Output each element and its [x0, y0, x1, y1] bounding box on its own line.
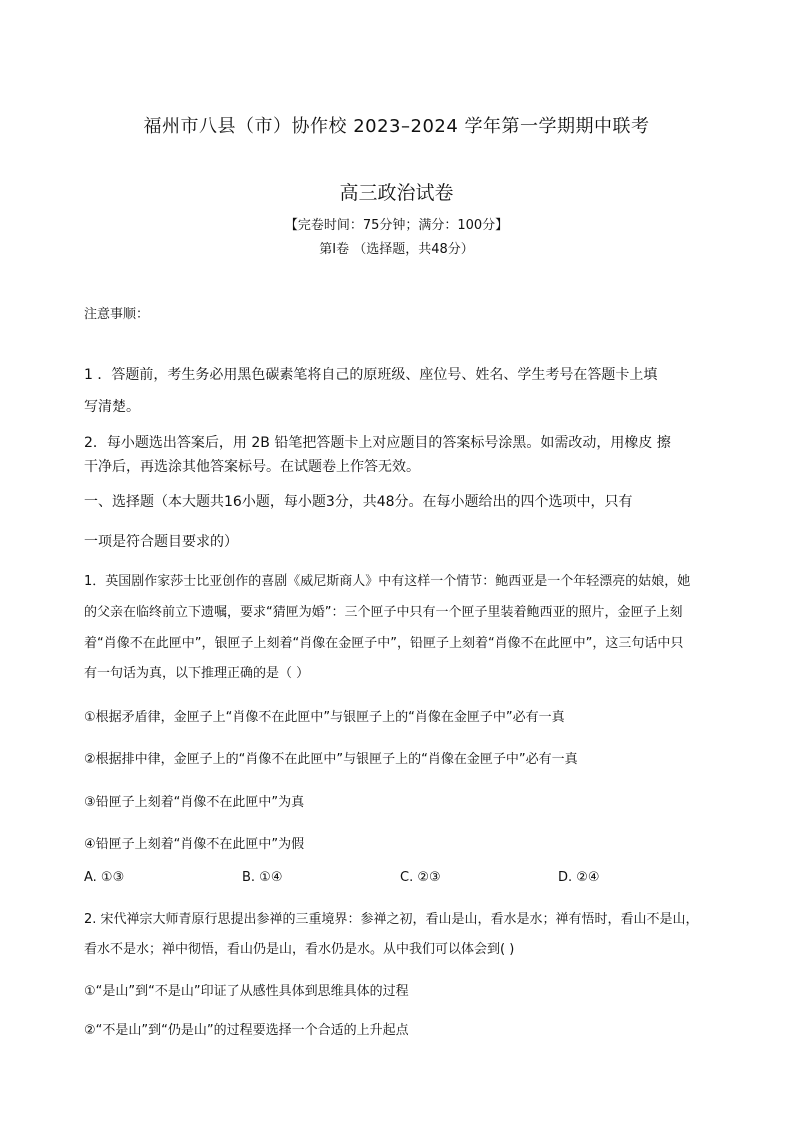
exam-volume-info: 第Ⅰ卷 （选择题，共48分）: [319, 242, 474, 257]
q1-statement-2: ②根据排中律，金匣子上的“肖像不在此匣中”与银匣子上的“肖像在金匣子中”必有一真: [84, 752, 578, 767]
notice-item2-line2: 干净后，再选涂其他答案标号。在试题卷上作答无效。: [84, 459, 420, 475]
q1-stem-line4: 有一句话为真，以下推理正确的是（ ）: [84, 666, 310, 681]
section-heading-line2: 一项是符合题目要求的）: [84, 534, 238, 550]
section-heading-line1: 一、选择题（本大题共16小题，每小题3分，共48分。在每小题给出的四个选项中，只有: [84, 494, 633, 510]
q1-choice-d: D. ②④: [558, 870, 600, 885]
q1-statement-1: ①根据矛盾律，金匣子上“肖像不在此匣中”与银匣子上的“肖像在金匣子中”必有一真: [84, 710, 565, 725]
q1-statement-3: ③铅匣子上刻着“肖像不在此匣中”为真: [84, 795, 305, 810]
q1-choice-b: B. ①④: [242, 870, 283, 885]
q1-choice-c: C. ②③: [400, 870, 441, 885]
q2-statement-1: ①“是山”到“不是山”印证了从感性具体到思维具体的过程: [84, 984, 409, 999]
q1-choices: [84, 870, 724, 890]
q1-stem-line2: 的父亲在临终前立下遗嘱，要求“猜匣为婚”：三个匣子中只有一个匣子里装着鲍西亚的照片，金匣子上刻: [84, 605, 683, 620]
notice-item1-line1: 1 ．答题前，考生务必用黑色碳素笔将自己的原班级、座位号、姓名、学生考号在答题卡上填: [84, 367, 658, 383]
q2-stem-line2: 看水不是水；禅中彻悟，看山仍是山，看水仍是水。从中我们可以体会到( ): [84, 942, 515, 957]
notice-item1-line2: 写清楚。: [84, 399, 140, 415]
q1-stem-line3: 着“肖像不在此匣中”，银匣子上刻着“肖像在金匣子中”，铅匣子上刻着“肖像不在此匣中”，这三句话中只: [84, 636, 684, 651]
notice-item2-line1: 2．每小题选出答案后，用 2B 铅笔把答题卡上对应题目的答案标号涂黑。如需改动，用橡皮 擦: [84, 435, 671, 451]
q1-stem-line1: 1．英国剧作家莎士比亚创作的喜剧《威尼斯商人》中有这样一个情节：鲍西亚是一个年轻漂亮的姑娘，她: [84, 574, 691, 589]
q2-statement-2: ②“不是山”到“仍是山”的过程要选择一个合适的上升起点: [84, 1023, 409, 1038]
q1-choice-a: A. ①③: [84, 870, 125, 885]
exam-title: 福州市八县（市）协作校 2023–2024 学年第一学期期中联考: [143, 116, 650, 137]
notice-heading: 注意事顺：: [84, 307, 150, 322]
exam-subtitle: 高三政治试卷: [339, 182, 454, 204]
exam-time-info: 【完卷时间：75分钟；满分：100分】: [284, 218, 509, 233]
q2-stem-line1: 2. 宋代禅宗大师青原行思提出参禅的三重境界：参禅之初，看山是山，看水是水；禅有悟时，看山不是山，: [84, 912, 699, 927]
q1-statement-4: ④铅匣子上刻着“肖像不在此匣中”为假: [84, 837, 305, 852]
